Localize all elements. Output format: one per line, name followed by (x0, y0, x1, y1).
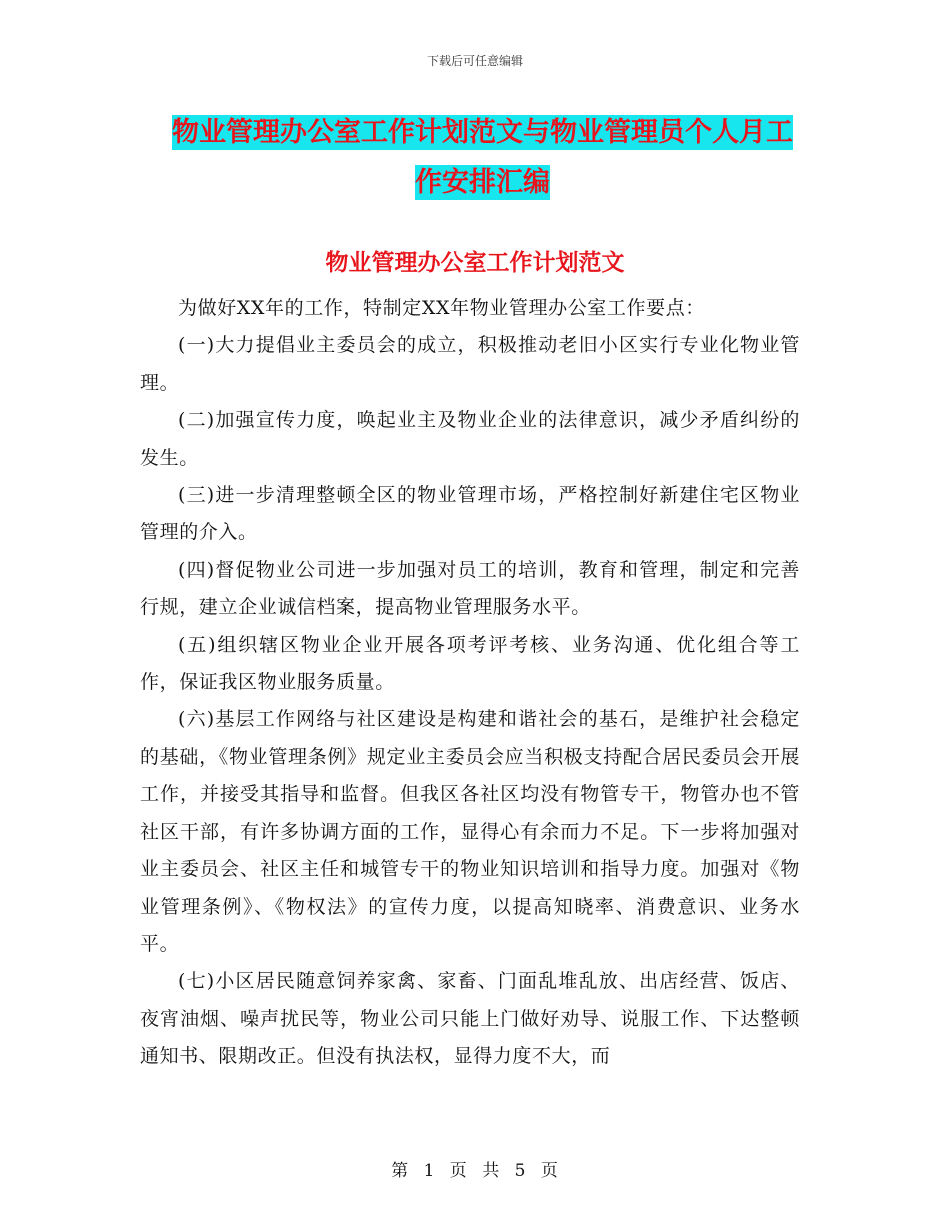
footer-page-total: 5 (514, 1161, 527, 1181)
footer-label-unit-2: 页 (540, 1161, 559, 1181)
paragraph-item-4: (四)督促物业公司进一步加强对员工的培训，教育和管理，制定和完善行规，建立企业诚信档案，提高物业管理服务水平。 (140, 558, 800, 619)
document-body (140, 290, 800, 1076)
paragraph-item-1: (一)大力提倡业主委员会的成立，积极推动老旧小区实行专业化物业管理。 (140, 334, 800, 394)
footer-label-unit: 页 (449, 1161, 468, 1181)
paragraph-intro: 为做好XX年的工作，特制定XX年物业管理办公室工作要点： (178, 297, 705, 319)
document-title-line-2: 作安排汇编 (415, 167, 550, 198)
document-title (150, 108, 815, 208)
footer-page-current: 1 (423, 1161, 436, 1181)
footer-label-page: 第 (391, 1161, 410, 1181)
footer-label-total: 共 (482, 1161, 501, 1181)
document-title-line-1: 物业管理办公室工作计划范文与物业管理员个人月工 (172, 117, 793, 148)
paragraph-item-5: (五)组织辖区物业企业开展各项考评考核、业务沟通、优化组合等工作，保证我区物业服务质量。 (140, 633, 800, 694)
paragraph-item-6: (六)基层工作网络与社区建设是构建和谐社会的基石，是维护社会稳定的基础，《物业管理条例》规定业主委员会应当积极支持配合居民委员会开展工作，并接受其指导和监督。但我区各社区均没有物管专干，物管办也不管社区干部，有许多协调方面的工作，显得心有余而力不足。下一步将加强对业主委员会、社区主任和城管专干的物业知识培训和指导力度。加强对《物业管理条例》、《物权法》的宣传力度，以提高知晓率、消费意识、业务水平。 (140, 708, 800, 955)
paragraph-item-7: (七)小区居民随意饲养家禽、家畜、门面乱堆乱放、出店经营、饭店、夜宵油烟、噪声扰民等，物业公司只能上门做好劝导、说服工作、下达整顿通知书、限期改正。但没有执法权，显得力度不大，而 (140, 970, 800, 1068)
paragraph-item-3: (三)进一步清理整顿全区的物业管理市场，严格控制好新建住宅区物业管理的介入。 (140, 484, 800, 544)
paragraph-item-2: (二)加强宣传力度，唤起业主及物业企业的法律意识，减少矛盾纠纷的发生。 (140, 409, 800, 469)
section-title: 物业管理办公室工作计划范文 (325, 250, 625, 276)
page-footer (0, 1156, 950, 1181)
page-header-note: 下载后可任意编辑 (426, 54, 523, 68)
